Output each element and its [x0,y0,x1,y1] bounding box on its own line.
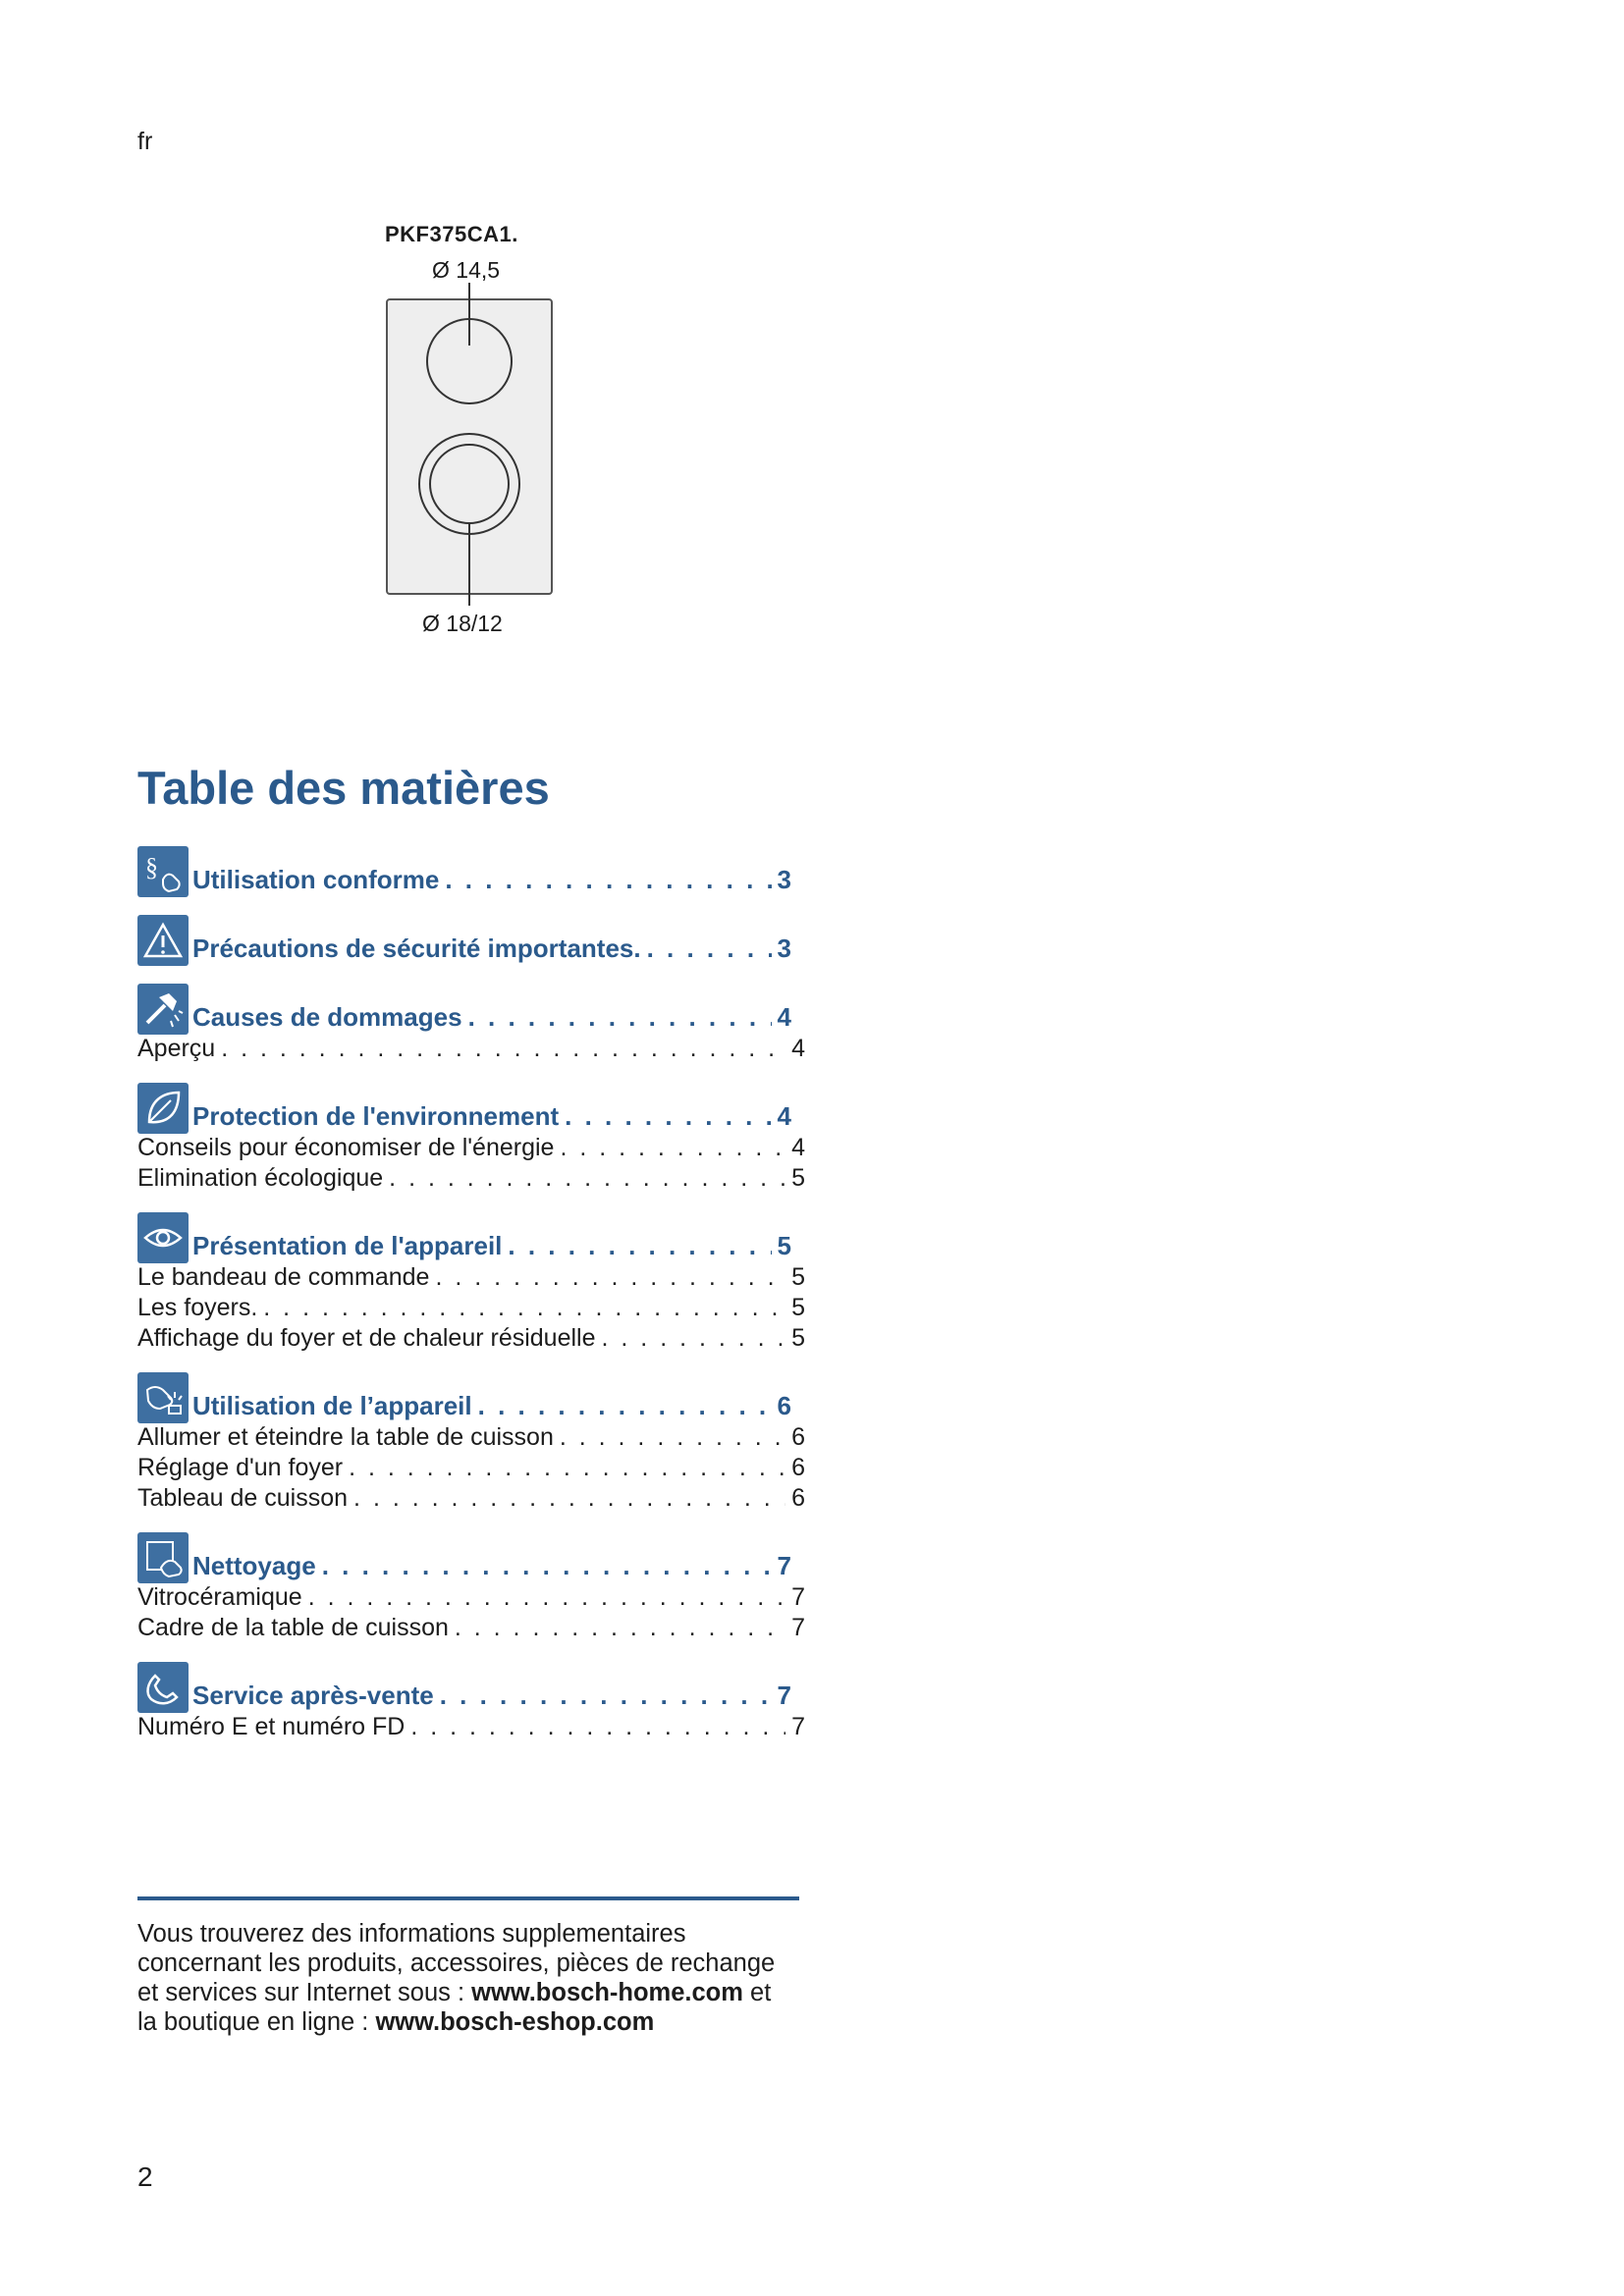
toc-section-label: Service après-vente [192,1681,434,1710]
toc-section-page: 7 [777,1681,791,1710]
toc-subentry-page: 5 [791,1164,805,1192]
info-note [137,1919,785,2037]
hammer-damage-icon [137,984,189,1035]
divider [137,1896,799,1900]
toc-leader [647,934,772,964]
toc-leader [478,1391,772,1421]
toc-leader [389,1164,785,1193]
toc-section-entry[interactable] [192,1002,791,1035]
toc-section-page: 7 [777,1551,791,1580]
toc-subentry-page: 6 [791,1484,805,1512]
toc-subentry-label: Numéro E et numéro FD [137,1713,406,1740]
toc-subentry[interactable] [137,1423,805,1454]
toc-section-page: 3 [777,934,791,963]
toc-subentry[interactable] [137,1035,805,1065]
toc-subentry-page: 5 [791,1324,805,1352]
toc-section-page: 3 [777,865,791,894]
toc-subentry-label: Aperçu [137,1035,216,1062]
small-zone-diameter: Ø 14,5 [432,257,501,283]
toc-subentry[interactable] [137,1294,805,1324]
toc-section [137,1658,805,1743]
toc-section-label: Précautions de sécurité importantes. [192,934,641,963]
toc-section [137,911,805,966]
toc-leader [353,1484,785,1513]
toc-section-page: 4 [777,1002,791,1032]
toc-section-page: 6 [777,1391,791,1420]
toc-leader [435,1263,785,1292]
toc-subentry-page: 7 [791,1614,805,1641]
toc-subentry-label: Réglage d'un foyer [137,1454,344,1481]
toc-subentry-label: Vitrocéramique [137,1583,302,1611]
toc-subentry[interactable] [137,1713,805,1743]
toc-section-label: Nettoyage [192,1551,316,1580]
toc-section-entry[interactable] [192,1391,791,1423]
bosch-home-link[interactable]: www.bosch-home.com [471,1979,743,2006]
toc-subentry-page: 4 [791,1035,805,1062]
toc-subentry-label: Affichage du foyer et de chaleur résiduelle [137,1324,596,1352]
toc-subentry-label: Allumer et éteindre la table de cuisson [137,1423,554,1451]
toc-subentry[interactable] [137,1454,805,1484]
cleaning-icon [137,1532,189,1583]
toc-section-page: 5 [777,1231,791,1260]
toc-subentry[interactable] [137,1263,805,1294]
toc-subentry-label: Tableau de cuisson [137,1484,349,1512]
toc-leader [221,1035,785,1063]
toc-subentry-page: 7 [791,1583,805,1611]
toc-leader [560,1134,785,1162]
toc-section-entry[interactable] [192,1551,791,1583]
toc-subentry-label: Conseils pour économiser de l'énergie [137,1134,555,1161]
toc-subentry-page: 4 [791,1134,805,1161]
toc-section [137,1368,805,1515]
toc-subentry[interactable] [137,1614,805,1644]
toc-section-label: Causes de dommages [192,1002,462,1032]
toc-subentry-page: 7 [791,1713,805,1740]
language-code: fr [137,128,153,155]
note-text-1: Vous trouverez des informations supplementaires concernant les produits, accessoires, pièces de rechange et services sur Internet sous : [137,1920,776,2006]
toc-leader [322,1551,772,1581]
toc-section-entry[interactable] [192,865,791,897]
page-number: 2 [137,2162,153,2192]
toc-subentry-label: Elimination écologique [137,1164,384,1192]
note-text-2: et la boutique en ligne : [137,1979,772,2036]
toc-title: Table des matières [137,762,550,814]
toc-subentry[interactable] [137,1134,805,1164]
toc-section-page: 4 [777,1101,791,1131]
toc-section-label: Utilisation de l’appareil [192,1391,472,1420]
toc-section [137,1528,805,1644]
leaf-icon [137,1083,189,1134]
toc-subentry-label: Cadre de la table de cuisson [137,1614,449,1641]
toc-subentry-page: 6 [791,1423,805,1451]
table-of-contents [137,842,805,1757]
toc-section [137,842,805,897]
toc-subentry[interactable] [137,1583,805,1614]
model-number: PKF375CA1. [385,222,518,246]
toc-leader [445,865,771,895]
toc-leader [468,1002,772,1033]
toc-section [137,1208,805,1355]
toc-subentry-label: Les foyers. [137,1294,258,1321]
toc-subentry-page: 5 [791,1294,805,1321]
bosch-eshop-link[interactable]: www.bosch-eshop.com [375,2008,655,2036]
warning-triangle-icon [137,915,189,966]
toc-section-label: Utilisation conforme [192,865,440,894]
toc-leader [455,1614,785,1642]
toc-section-entry[interactable] [192,1681,791,1713]
toc-subentry-label: Le bandeau de commande [137,1263,430,1291]
paragraph-hand-icon [137,846,189,897]
toc-leader [440,1681,772,1711]
toc-subentry[interactable] [137,1164,805,1195]
toc-subentry[interactable] [137,1324,805,1355]
svg-text:§: § [145,853,158,881]
toc-subentry-page: 5 [791,1263,805,1291]
hand-operate-icon [137,1372,189,1423]
toc-section-entry[interactable] [192,1231,791,1263]
toc-section-label: Protection de l'environnement [192,1101,560,1131]
phone-icon [137,1662,189,1713]
toc-leader [349,1454,785,1482]
toc-leader [565,1101,771,1132]
toc-leader [560,1423,785,1452]
toc-leader [308,1583,785,1612]
toc-subentry[interactable] [137,1484,805,1515]
toc-leader [602,1324,786,1353]
toc-section [137,1079,805,1195]
eye-icon [137,1212,189,1263]
hob-diagram [373,218,589,650]
toc-section [137,980,805,1065]
large-zone-diameter: Ø 18/12 [422,611,503,636]
toc-section-entry[interactable] [192,1101,791,1134]
toc-leader [508,1231,771,1261]
toc-section-label: Présentation de l'appareil [192,1231,503,1260]
toc-leader [410,1713,785,1741]
toc-section-entry[interactable] [192,934,791,966]
toc-leader [263,1294,785,1322]
toc-subentry-page: 6 [791,1454,805,1481]
